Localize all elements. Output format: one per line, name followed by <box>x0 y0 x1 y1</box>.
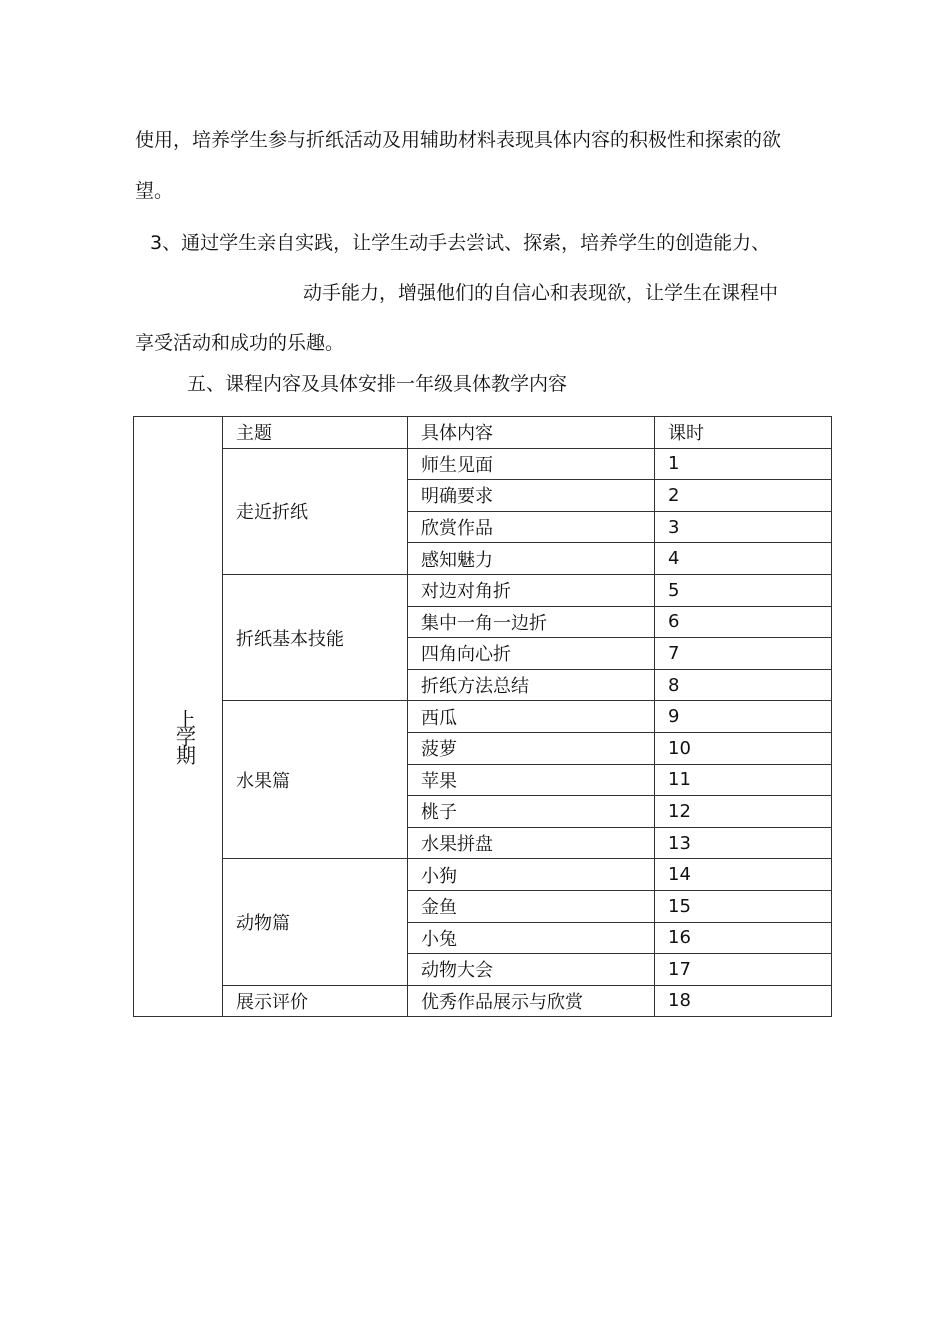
hours-cell: 7 <box>655 638 832 670</box>
content-cell: 小兔 <box>408 922 655 954</box>
content-cell: 苹果 <box>408 764 655 796</box>
hours-cell: 13 <box>655 827 832 859</box>
hours-cell: 14 <box>655 859 832 891</box>
content-cell: 集中一角一边折 <box>408 606 655 638</box>
topic-cell: 折纸基本技能 <box>223 574 408 700</box>
term-label: 上学期 <box>172 709 197 764</box>
paragraph-1-line-2: 望。 <box>135 180 174 202</box>
hours-cell: 2 <box>655 480 832 512</box>
table-row <box>134 985 832 1017</box>
hours-cell: 18 <box>655 985 832 1017</box>
content-cell: 折纸方法总结 <box>408 669 655 701</box>
paragraph-1-line-1: 使用，培养学生参与折纸活动及用辅助材料表现具体内容的积极性和探索的欲 <box>135 129 782 151</box>
content-cell: 菠萝 <box>408 732 655 764</box>
content-cell: 师生见面 <box>408 448 655 480</box>
table-row <box>134 574 832 606</box>
hours-cell: 4 <box>655 543 832 575</box>
table-row <box>134 448 832 480</box>
hours-cell: 10 <box>655 732 832 764</box>
content-cell: 明确要求 <box>408 480 655 512</box>
table-row <box>134 859 832 891</box>
hours-cell: 9 <box>655 701 832 733</box>
paragraph-2-line-3: 享受活动和成功的乐趣。 <box>135 332 345 354</box>
schedule-table <box>133 416 832 1017</box>
hours-cell: 6 <box>655 606 832 638</box>
hours-cell: 12 <box>655 796 832 828</box>
hours-cell: 5 <box>655 574 832 606</box>
hours-cell: 17 <box>655 954 832 986</box>
content-cell: 感知魅力 <box>408 543 655 575</box>
content-cell: 西瓜 <box>408 701 655 733</box>
paragraph-2-line-2: 动手能力，增强他们的自信心和表现欲，让学生在课程中 <box>303 282 779 304</box>
topic-cell: 水果篇 <box>223 701 408 859</box>
table-row <box>134 701 832 733</box>
hours-cell: 3 <box>655 511 832 543</box>
hours-cell: 8 <box>655 669 832 701</box>
content-cell: 水果拼盘 <box>408 827 655 859</box>
header-topic: 主题 <box>223 417 408 449</box>
topic-cell: 展示评价 <box>223 985 408 1017</box>
hours-cell: 15 <box>655 890 832 922</box>
table-header-row <box>134 417 832 449</box>
hours-cell: 1 <box>655 448 832 480</box>
paragraph-2-line-1: 3、通过学生亲自实践，让学生动手去尝试、探索，培养学生的创造能力、 <box>150 232 771 254</box>
content-cell: 桃子 <box>408 796 655 828</box>
content-cell: 小狗 <box>408 859 655 891</box>
topic-cell: 走近折纸 <box>223 448 408 574</box>
content-cell: 动物大会 <box>408 954 655 986</box>
content-cell: 欣赏作品 <box>408 511 655 543</box>
content-cell: 四角向心折 <box>408 638 655 670</box>
hours-cell: 16 <box>655 922 832 954</box>
content-cell: 对边对角折 <box>408 574 655 606</box>
topic-cell: 动物篇 <box>223 859 408 985</box>
hours-cell: 11 <box>655 764 832 796</box>
content-cell: 优秀作品展示与欣赏 <box>408 985 655 1017</box>
term-cell <box>134 417 223 1017</box>
content-cell: 金鱼 <box>408 890 655 922</box>
header-content: 具体内容 <box>408 417 655 449</box>
section-heading: 五、课程内容及具体安排一年级具体教学内容 <box>187 373 568 395</box>
header-hours: 课时 <box>655 417 832 449</box>
